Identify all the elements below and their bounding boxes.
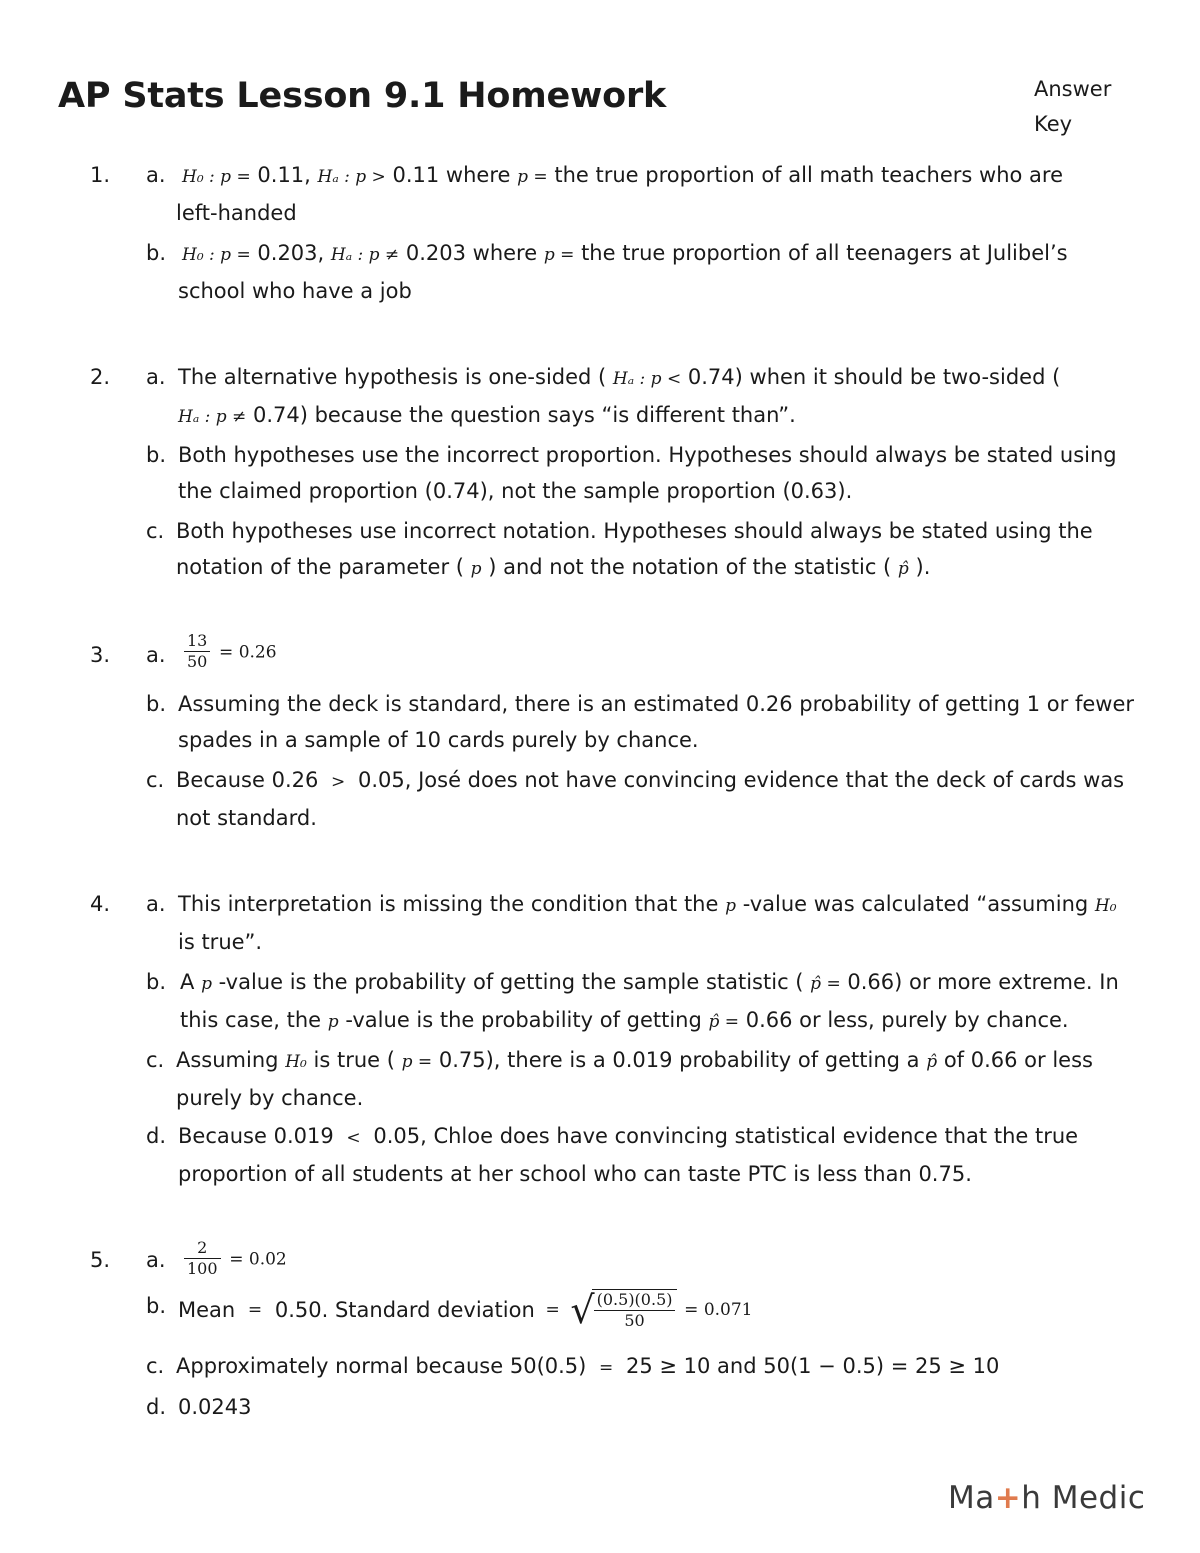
text-segment: Because 0.26: [176, 768, 319, 792]
value-text: 0.11 where: [392, 163, 511, 187]
part-letter: c.: [146, 1354, 165, 1378]
question-number: 1.: [90, 163, 111, 187]
logo-text-left: Ma: [948, 1480, 995, 1516]
text-segment: 0.74) when it should be two-sided (: [687, 365, 1061, 389]
value-text: 0.203,: [257, 241, 325, 265]
part-text: [176, 1348, 1136, 1386]
text-segment: This interpretation is missing the condition that the: [178, 892, 719, 916]
part-text: [178, 1288, 1138, 1332]
result-math: = 0.02: [229, 1249, 287, 1270]
equals-math: =: [247, 1300, 263, 1320]
part-text: [178, 437, 1138, 509]
question-number: 4.: [90, 892, 111, 916]
text-segment: 0.75), there is a 0.019 probability of getting a: [438, 1048, 920, 1072]
radicand: [592, 1289, 678, 1331]
text-segment: 0.66) or more extreme. In: [847, 970, 1119, 994]
logo-text-right: h Medic: [1021, 1480, 1146, 1516]
part-text: [176, 1042, 1136, 1116]
part-letter: d.: [146, 1124, 167, 1148]
text-segment: 0.0243: [178, 1395, 252, 1419]
part-letter: a.: [146, 163, 166, 187]
part-letter: c.: [146, 768, 165, 792]
text-segment: of 0.66 or less: [943, 1048, 1093, 1072]
text-segment: -value is the probability of getting: [345, 1008, 702, 1032]
text-segment: 0.05, José does not have convincing evidence that the deck of cards was: [357, 768, 1125, 792]
text-segment: 25 ≥ 10 and 50(1 − 0.5) = 25 ≥ 10: [625, 1354, 1000, 1378]
text-segment: 0.50. Standard deviation: [274, 1298, 535, 1322]
fraction: [184, 1238, 221, 1279]
part-letter: c.: [146, 1048, 165, 1072]
comparison-math: <: [346, 1128, 361, 1148]
part-letter: c.: [146, 519, 165, 543]
text-segment: 0.66 or less, purely by chance.: [745, 1008, 1069, 1032]
text-segment: Assuming: [176, 1048, 279, 1072]
answer-key-line1: Answer: [1034, 77, 1112, 101]
null-hypothesis-math: H₀: [285, 1052, 307, 1072]
fraction-numerator: (0.5)(0.5): [594, 1290, 676, 1311]
null-hypothesis-math: H₀ : p =: [182, 167, 251, 187]
text-line: proportion of all students at her school who can taste PTC is less than 0.75.: [178, 1162, 972, 1186]
null-hypothesis-math: H₀ : p =: [182, 245, 251, 265]
answer-key-label: [1034, 72, 1154, 142]
text-segment: A: [180, 970, 195, 994]
part-letter: b.: [146, 1294, 167, 1318]
part-text: [178, 1118, 1138, 1192]
fraction-denominator: 50: [624, 1311, 645, 1330]
radical-icon: √: [570, 1288, 595, 1332]
question-number: 5.: [90, 1248, 111, 1272]
part-text: [176, 157, 1142, 231]
parameter-math: p =: [543, 245, 575, 265]
text-line: is true”.: [178, 930, 263, 954]
fraction-denominator: 50: [187, 652, 208, 671]
part-letter: d.: [146, 1395, 167, 1419]
continuation-text: school who have a job: [178, 279, 412, 303]
part-text: [182, 631, 1142, 672]
fraction-numerator: 2: [184, 1238, 221, 1259]
part-letter: a.: [146, 892, 166, 916]
plus-icon: +: [994, 1480, 1022, 1516]
text-segment: Approximately normal because 50(0.5): [176, 1354, 587, 1378]
value-text: 0.203 where: [405, 241, 538, 265]
text-segment: 0.05, Chloe does have convincing statistical evidence that the true: [373, 1124, 1079, 1148]
part-text: [178, 686, 1138, 758]
text-segment: -value was calculated “assuming: [742, 892, 1089, 916]
part-text: [178, 359, 1138, 435]
comparison-math: >: [331, 772, 346, 792]
text-line: the claimed proportion (0.74), not the sample proportion (0.63).: [178, 479, 853, 503]
fraction: [184, 631, 210, 672]
part-text: [180, 964, 1140, 1040]
part-text: [182, 1238, 1142, 1279]
part-text: [176, 762, 1136, 836]
statistic-math: p̂ =: [810, 974, 841, 994]
square-root: [570, 1288, 677, 1332]
part-letter: b.: [146, 970, 167, 994]
text-segment: this case, the: [180, 1008, 322, 1032]
math-medic-logo: [948, 1480, 1145, 1516]
parameter-math: p =: [517, 167, 548, 187]
text-segment: The alternative hypothesis is one-sided (: [178, 365, 607, 389]
text-segment: ).: [915, 555, 931, 579]
equals-math: =: [599, 1358, 614, 1378]
text-line: not standard.: [176, 806, 317, 830]
text-segment: Because 0.019: [178, 1124, 334, 1148]
part-letter: a.: [146, 365, 166, 389]
parameter-math: p: [470, 559, 482, 579]
text-line: purely by chance.: [176, 1086, 364, 1110]
page-title: AP Stats Lesson 9.1 Homework: [58, 76, 667, 116]
parameter-math: p: [201, 974, 212, 994]
statistic-math: p̂ =: [708, 1012, 740, 1032]
text-segment: notation of the parameter (: [176, 555, 464, 579]
parameter-math: p: [725, 896, 736, 916]
text-line: Both hypotheses use the incorrect proportion. Hypotheses should always be stated using: [178, 443, 1117, 467]
part-text: [178, 235, 1142, 309]
part-text: [178, 1389, 1138, 1425]
text-segment: Mean: [178, 1298, 236, 1322]
question-number: 3.: [90, 643, 111, 667]
part-text: [178, 886, 1138, 960]
definition-text: the true proportion of all teenagers at Julibel’s: [581, 241, 1068, 265]
parameter-math: p =: [401, 1052, 433, 1072]
answer-key-line2: Key: [1034, 112, 1073, 136]
alt-hypothesis-math: Hₐ : p <: [612, 369, 682, 389]
result-math: = 0.26: [219, 642, 277, 663]
text-line: Assuming the deck is standard, there is an estimated 0.26 probability of getting 1 or fewer: [178, 692, 1135, 716]
part-letter: b.: [146, 692, 167, 716]
alt-hypothesis-math: Hₐ : p >: [317, 167, 386, 187]
part-letter: b.: [146, 241, 167, 265]
text-segment: ) and not the notation of the statistic (: [488, 555, 892, 579]
alt-hypothesis-math: Hₐ : p ≠: [330, 245, 400, 265]
value-text: 0.11,: [257, 163, 311, 187]
result-math: = 0.071: [684, 1300, 753, 1320]
part-text: [176, 513, 1136, 587]
fraction: [594, 1290, 676, 1331]
fraction-numerator: 13: [184, 631, 210, 652]
statistic-math: p̂: [926, 1052, 938, 1072]
text-line: Both hypotheses use incorrect notation. Hypotheses should always be stated using the: [176, 519, 1093, 543]
equals-math: =: [545, 1300, 560, 1320]
part-letter: a.: [146, 643, 166, 667]
definition-text: the true proportion of all math teachers who are: [554, 163, 1064, 187]
text-segment: -value is the probability of getting the sample statistic (: [218, 970, 804, 994]
alt-hypothesis-math: Hₐ : p ≠: [178, 407, 247, 427]
text-line: spades in a sample of 10 cards purely by chance.: [178, 728, 699, 752]
continuation-text: left-handed: [176, 201, 297, 225]
fraction-denominator: 100: [187, 1259, 218, 1278]
text-segment: is true (: [313, 1048, 395, 1072]
parameter-math: p: [327, 1012, 339, 1032]
part-letter: a.: [146, 1248, 166, 1272]
statistic-math: p̂: [897, 559, 909, 579]
part-letter: b.: [146, 443, 167, 467]
question-number: 2.: [90, 365, 111, 389]
text-segment: 0.74) because the question says “is different than”.: [252, 403, 796, 427]
null-hypothesis-math: H₀: [1094, 896, 1117, 916]
